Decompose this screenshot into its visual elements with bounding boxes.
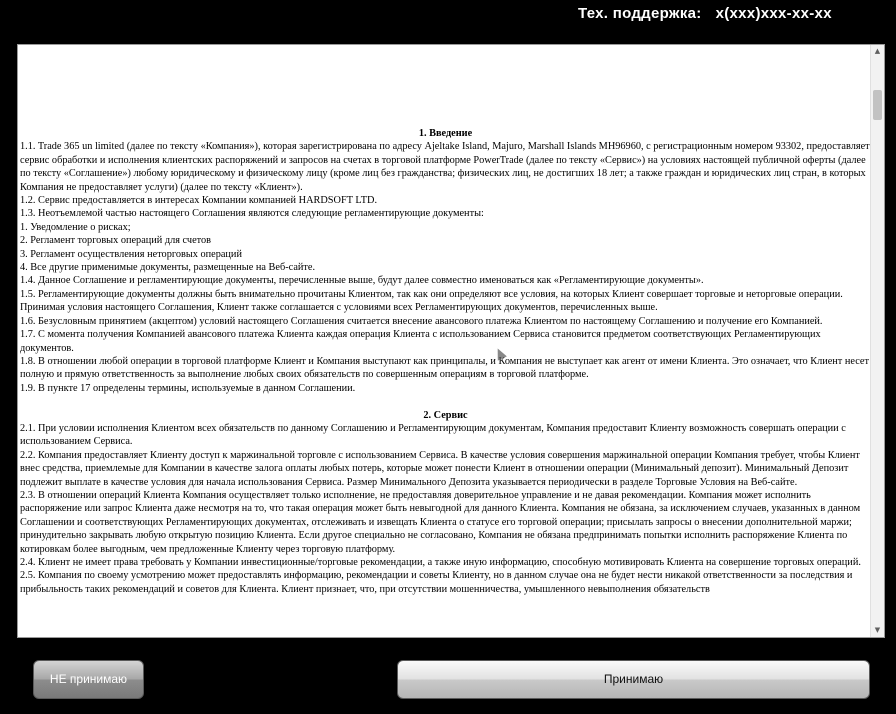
paragraph: 3. Регламент осуществления неторговых операций <box>20 248 242 260</box>
paragraph: 1.3. Неотъемлемой частью настоящего Соглашения являются следующие регламентирующие документы: <box>20 208 484 220</box>
paragraph: 2.5. Компания по своему усмотрению может предоставлять информацию, рекомендации и советы Клиенту, но в данном случае она не будет нести никакой ответственности за последствия и прибыльность таких рекомендаций и советов для Клиента. Клиент признает, что, при отсутствии мошенничества, умышленного невыполнения обязательств <box>20 570 853 595</box>
paragraph: 4. Все другие применимые документы, размещенные на Веб-сайте. <box>20 262 316 274</box>
section-title-service: 2. Сервис <box>423 409 468 421</box>
paragraph: 1.8. В отношении любой операции в торговой платформе Клиент и Компания выступают как принципалы, и Компания не выступает как агент от имени Клиента. Это означает, что Клиент несет полную и прямую ответственность за выполнение любых своих обязательств по совершенным операциям в торговой платформе. <box>20 355 869 381</box>
decline-button[interactable]: НЕ принимаю <box>33 660 144 699</box>
paragraph: 1.9. В пункте 17 определены термины, используемые в данном Соглашении. <box>20 382 356 394</box>
paragraph: 2.1. При условии исполнения Клиентом всех обязательств по данному Соглашению и Регламентирующим документам, Компания предоставит Клиенту возможность совершать операции с использованием Сервиса. <box>20 422 846 448</box>
section-service-body <box>20 422 871 596</box>
paragraph: 1.5. Регламентирующие документы должны быть внимательно прочитаны Клиентом, так как они определяют все условия, на которых Клиент совершает торговые и неторговые операции. Принимая условия настоящего Соглашения, Клиент также соглашается с условиями всех Регламентирующих документов, перечисленных выше. <box>20 288 843 314</box>
paragraph: 1.1. Trade 365 un limited (далее по тексту «Компания»), которая зарегистрирована по адресу Ajeltake Island, Majuro, Marshall Islands MH96960, с регистрационным номером 93302, предоставляет сервис обработки и исполнения клиентских распоряжений и запросов на счетах в торговой платформе PowerTrade (далее по тексту «Сервис») на условиях настоящей публичной оферты (далее по тексту «Соглашение») любому юридическому и физическому лицу (кроме лиц без гражданства; физических лиц, не достигших 18 лет; а также граждан и юридических лиц стран, в которых Компания не предоставляет услуги) (далее по тексту «Клиент»). <box>20 141 870 193</box>
support-label: Тех. поддержка: <box>578 5 702 22</box>
paragraph: 2. Регламент торговых операций для счетов <box>20 235 212 247</box>
paragraph: 2.2. Компания предоставляет Клиенту доступ к маржинальной торговле с использованием Сервиса. В качестве условия совершения маржинальной операции Компания требует, чтобы Клиент внес средства, приемлемые для Компании в качестве залога оплаты любых потерь, которые может понести Клиент в отношении операции (Минимальный депозит). Минимальный Депозит подлежит выплате в качестве условия для начала использования Сервиса. Размер Минимального Депозита указывается периодически в разделе Торговые Условия на Веб-сайте. <box>20 449 860 488</box>
accept-button[interactable]: Принимаю <box>397 660 870 699</box>
paragraph: 1.4. Данное Соглашение и регламентирующие документы, перечисленные выше, будут далее совместно именоваться как «Регламентирующие документы». <box>20 275 704 287</box>
scroll-thumb[interactable] <box>873 90 882 120</box>
scroll-up-arrow-icon[interactable]: ▲ <box>874 47 881 55</box>
scroll-down-arrow-icon[interactable]: ▼ <box>874 626 881 634</box>
paragraph: 1.7. С момента получения Компанией авансового платежа Клиента каждая операция Клиента с использованием Сервиса становится предметом соответствующих Регламентирующих документов. <box>20 329 821 354</box>
vertical-scrollbar[interactable] <box>870 45 884 637</box>
section-title-intro: 1. Введение <box>418 128 473 139</box>
paragraph: 2.3. В отношении операций Клиента Компания осуществляет только исполнение, не предоставляя доверительное управление и не давая рекомендации. Компания может исполнить распоряжение или запрос Клиента даже несмотря на то, что такая операция может быть невыгодной для данного Клиента. Компания не обязана, за исключением случаев, указанных в данном Соглашении и соответствующих Регламентирующих документах, отслеживать и извещать Клиента о статусе его торговой операции; присылать запросы о внесении дополнительной маржи; принудительно закрывать любую открытую позицию Клиента. Если другое специально не согласовано, Компания не обязана предпринимать попытки исполнить распоряжение Клиента по котировкам более выгодным, чем предложенные Клиенту через торговую платформу. <box>20 489 861 555</box>
agreement-text <box>20 127 871 596</box>
agreement-document[interactable] <box>17 44 885 638</box>
paragraph: 1. Уведомление о рисках; <box>20 221 131 233</box>
paragraph: 1.6. Безусловным принятием (акцептом) условий настоящего Соглашения считается внесение авансового платежа Клиентом по настоящему Соглашению и получение его Компанией. <box>20 315 823 327</box>
support-phone: x(xxx)xxx-xx-xx <box>715 5 832 22</box>
paragraph: 1.2. Сервис предоставляется в интересах Компании компанией HARDSOFT LTD. <box>20 195 378 207</box>
section-intro-body <box>20 140 871 395</box>
paragraph: 2.4. Клиент не имеет права требовать у Компании инвестиционные/торговые рекомендации, а также иную информацию, способную мотивировать Клиента на совершение торговых операций. <box>20 556 861 568</box>
support-line <box>578 5 888 25</box>
